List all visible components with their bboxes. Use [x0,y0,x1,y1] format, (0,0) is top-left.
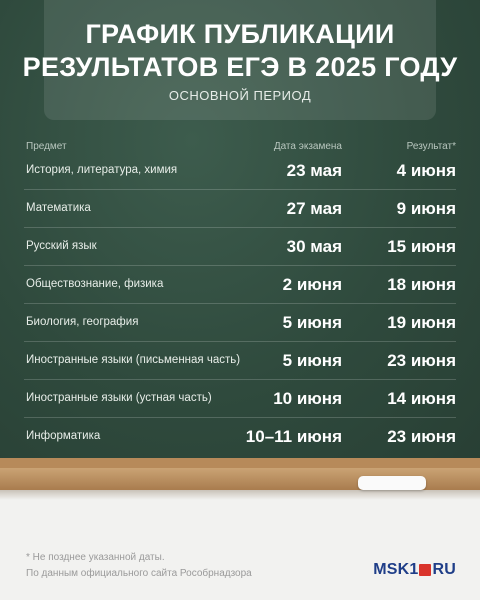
exam-date-cell: 23 мая [286,161,342,180]
title-line-2: РЕЗУЛЬТАТОВ ЕГЭ В 2025 ГОДУ [22,52,458,82]
exam-date-cell: 10 июня [273,389,342,408]
result-date-cell: 18 июня [387,275,456,294]
table-row [24,418,456,455]
subject-cell: Русский язык [26,240,97,252]
page-title [0,18,480,84]
exam-date-cell: 27 мая [286,199,342,218]
table-row [24,342,456,380]
table-row [24,380,456,418]
table-row [24,304,456,342]
logo-text-right: RU [432,561,456,578]
schedule-table [24,152,456,455]
subject-cell: Математика [26,202,91,214]
column-header-result: Результат* [406,141,456,152]
result-date-cell: 4 июня [396,161,456,180]
logo-square-icon [419,564,431,576]
exam-date-cell: 30 мая [286,237,342,256]
result-date-cell: 9 июня [396,199,456,218]
table-row [24,266,456,304]
subject-cell: Иностранные языки (письменная часть) [26,354,241,366]
result-date-cell: 14 июня [387,389,456,408]
page-subtitle: ОСНОВНОЙ ПЕРИОД [168,88,312,103]
exam-date-cell: 10–11 июня [245,427,342,446]
chalk-ledge-top [0,458,480,468]
result-date-cell: 23 июня [387,427,456,446]
column-header-subject: Предмет [26,141,67,152]
subject-cell: Обществознание, физика [26,278,164,290]
ledge-shadow [0,490,480,500]
exam-date-cell: 2 июня [282,275,342,294]
footnote-disclaimer: * Не позднее указанной даты. [26,552,165,563]
subject-cell: Иностранные языки (устная часть) [26,392,212,404]
footnote-source: По данным официального сайта Рособрнадзора [26,568,252,579]
title-line-1: ГРАФИК ПУБЛИКАЦИИ [85,19,395,49]
subject-cell: Биология, география [26,316,139,328]
result-date-cell: 19 июня [387,313,456,332]
subject-cell: История, литература, химия [26,164,178,176]
logo-text-left: MSK1 [373,561,419,578]
result-date-cell: 23 июня [387,351,456,370]
subject-cell: Информатика [26,430,101,442]
result-date-cell: 15 июня [387,237,456,256]
msk1-logo [373,561,456,579]
exam-date-cell: 5 июня [282,351,342,370]
column-header-exam-date: Дата экзамена [273,141,342,152]
exam-date-cell: 5 июня [282,313,342,332]
table-row [24,152,456,190]
chalk-piece [358,476,426,490]
table-row [24,190,456,228]
table-row [24,228,456,266]
